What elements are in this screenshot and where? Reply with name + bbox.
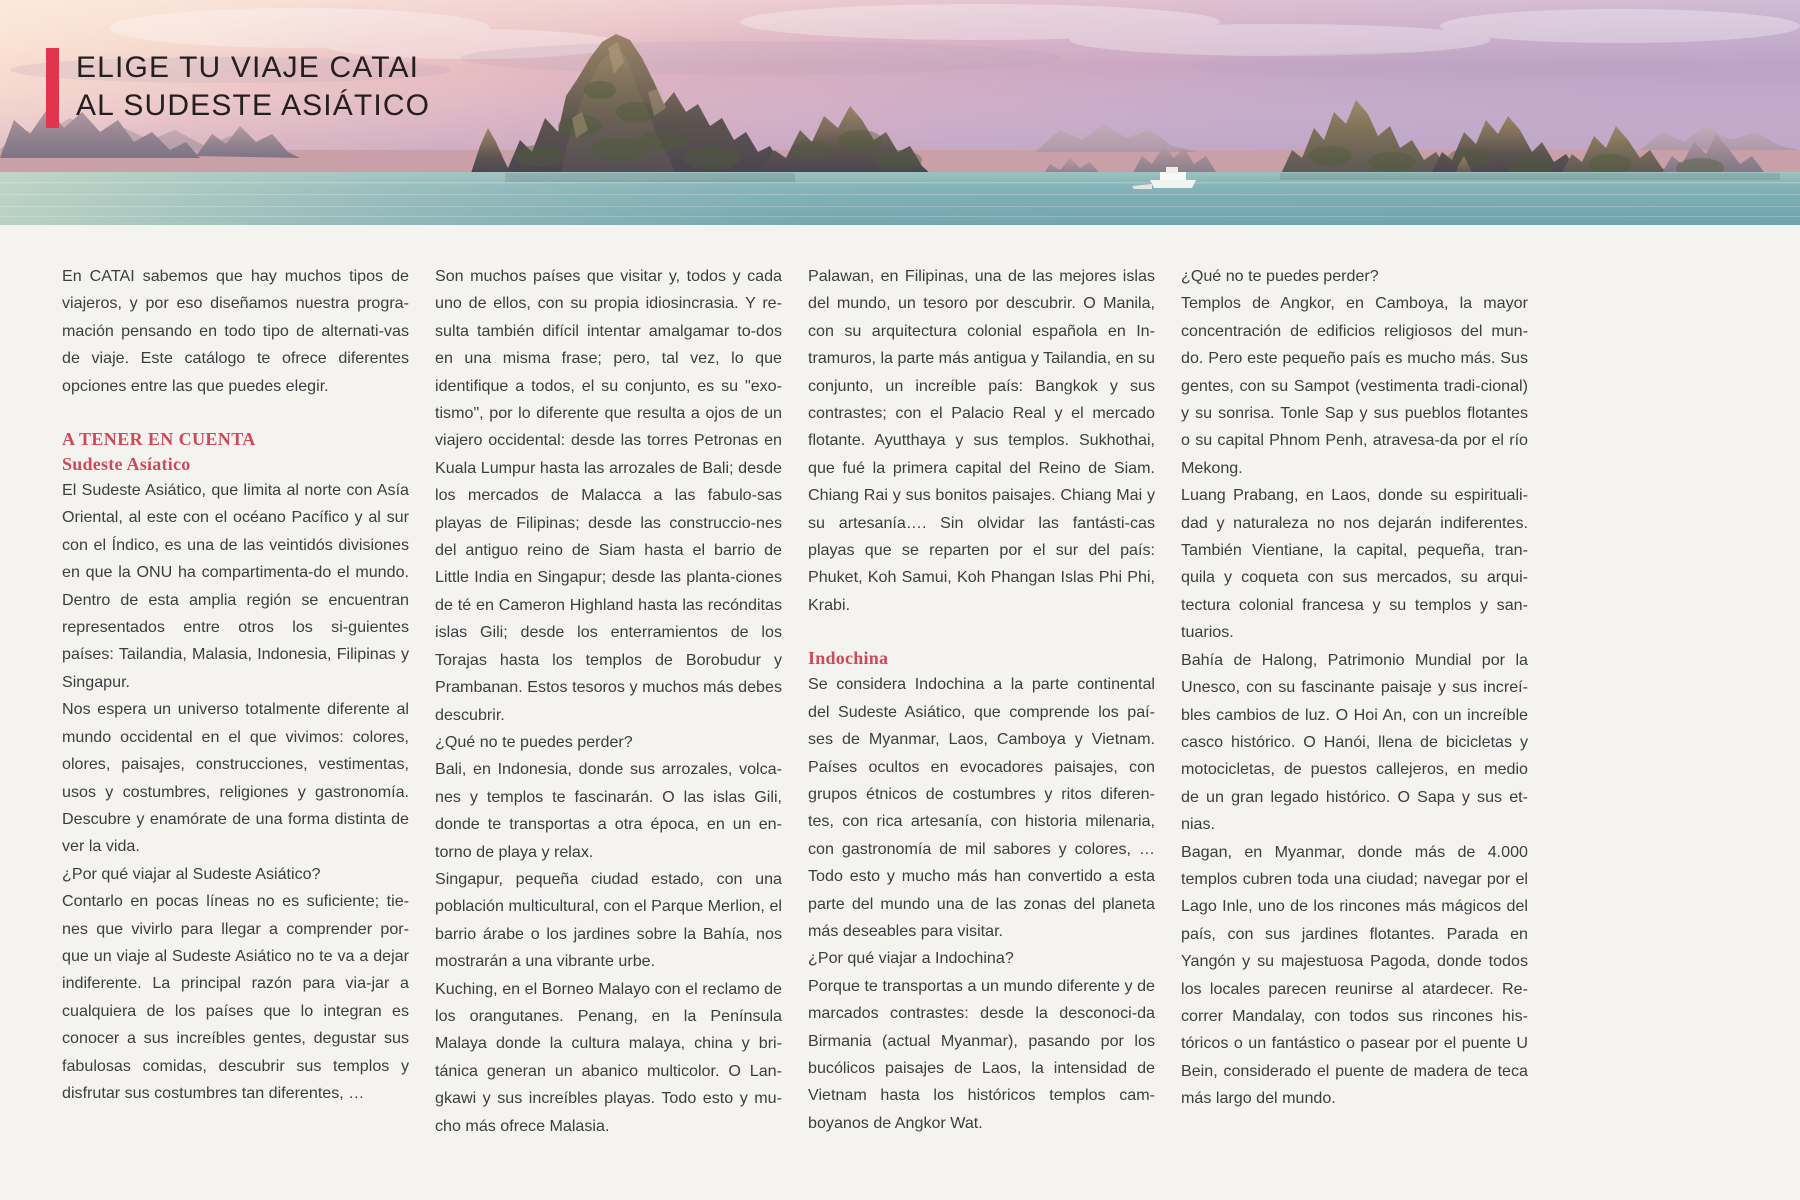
paragraph: Nos espera un universo totalmente diferente al mundo occidental en el que vivimos: colores, olores, paisajes, construcciones, vestimentas, usos y costumbres, religiones y gastronomía. Descubre y enamórate de una forma distinta de ver la vida. [62, 700, 409, 856]
article-body [0, 225, 1800, 1200]
hero-title-line-2: AL SUDESTE ASIÁTICO [76, 88, 431, 122]
spacer [62, 400, 409, 427]
paragraph: Bali, en Indonesia, donde sus arrozales, volca-nes y templos te fascinarán. O las islas Gili, donde te transportas a otra época, en un en-torno de playa y relax. [435, 760, 782, 861]
column-3 [808, 263, 1155, 1137]
accent-bar [46, 48, 59, 128]
column-4 [1181, 263, 1528, 1113]
paragraph-question: ¿Qué no te puedes perder? [435, 732, 633, 751]
paragraph: Kuching, en el Borneo Malayo con el reclamo de los orangutanes. Penang, en la Península Malaya donde la cultura malaya, china y bri-tánica generan un abanico multicolor. O Lan-gkawi y sus increíbles playas. Todo esto y mu-cho más ofrece Malasia. [435, 979, 782, 1135]
paragraph-question: ¿Por qué viajar al Sudeste Asiático? [62, 864, 321, 883]
paragraph: Bagan, en Myanmar, donde más de 4.000 templos cubren toda una ciudad; navegar por el Lago Inle, uno de los rincones más mágicos del país, con sus jardines flotantes. Parada en Yangón y su majestuosa Pagoda, donde todos los locales parecen reunirse al atardecer. Re-correr Mandalay, con todos sus rincones his-tóricos o un fantástico o pasear por el puente U Bein, considerado el puente de madera de teca más largo del mundo. [1181, 842, 1528, 1108]
spacer [808, 619, 1155, 646]
heading-sudeste-asiatico: Sudeste Asíatico [62, 454, 191, 475]
column-2 [435, 263, 782, 1140]
hero-title-lines [76, 48, 430, 128]
paragraph-question: ¿Por qué viajar a Indochina? [808, 949, 1014, 968]
paragraph: En CATAI sabemos que hay muchos tipos de viajeros, y por eso diseñamos nuestra progra-mación pensando en todo tipo de alternati-vas de viaje. Este catálogo te ofrece diferentes opciones entre las que puedes elegir. [62, 267, 409, 395]
paragraph: Bahía de Halong, Patrimonio Mundial por la Unesco, con su fascinante paisaje y sus increí-bles cambios de luz. O Hoi An, con un increíble casco histórico. O Hanói, llena de bicicletas y motocicletas, de puestos callejeros, en medio de un gran legado histórico. O Sapa y sus et-nias. [1181, 650, 1528, 834]
column-1 [62, 263, 409, 1107]
text-columns [62, 263, 1740, 1140]
paragraph: Singapur, pequeña ciudad estado, con una población multicultural, con el Parque Merlion, el barrio árabe o los jardines sobre la Bahía, nos mostrarán a una vibrante urbe. [435, 869, 782, 971]
paragraph: Porque te transportas a un mundo diferente y de marcados contrastes: desde la desconoci-da Birmania (actual Myanmar), pasando por los bucólicos paisajes de Laos, la intensidad de Vietnam hasta los históricos templos cam-boyanos de Angkor Wat. [808, 976, 1155, 1132]
paragraph-question: ¿Qué no te puedes perder? [1181, 267, 1379, 285]
paragraph: Templos de Angkor, en Camboya, la mayor concentración de edificios religiosos del mun-do. Pero este pequeño país es mucho más. Sus gentes, con su Sampot (vestimenta tradi-cional) y su sonrisa. Tonle Sap y sus pueblos flotantes o su capital Phnom Penh, atravesa-da por el río Mekong. [1181, 294, 1528, 477]
hero-title-line-1: ELIGE TU VIAJE CATAI [76, 51, 420, 84]
paragraph: Contarlo en pocas líneas no es suficiente; tie-nes que vivirlo para llegar a comprender por-que un viaje al Sudeste Asiático no te va a dejar indiferente. La principal razón para via-jar a cualquiera de los países que lo integran es conocer a sus increíbles gentes, degustar sus fabulosas comidas, descubrir sus templos y disfrutar sus costumbres tan diferentes, … [62, 892, 409, 1102]
heading-a-tener-en-cuenta: A TENER EN CUENTA [62, 429, 256, 450]
paragraph: El Sudeste Asiático, que limita al norte con Asía Oriental, al este con el océano Pacífico y al sur con el Índico, es una de las veintidós divisiones en que la ONU ha compartimenta-do el mundo. Dentro de esta amplia región se encuentran representados entre otros los si-guientes países: Tailandia, Malasia, Indonesia, Filipinas y Singapur. [62, 481, 409, 691]
paragraph: Se considera Indochina a la parte continental del Sudeste Asiático, que comprende los paí-ses de Myanmar, Laos, Camboya y Vietnam. Países ocultos en evocadores paisajes, con grupos étnicos de costumbres y ritos diferen-tes, con rica artesanía, con historia milenaria, con gastronomía de mil sabores y colores, … Todo esto y mucho más han convertido a esta parte del mundo una de las zonas del planeta más deseables para visitar. [808, 675, 1155, 940]
hero-banner [0, 0, 1800, 225]
paragraph: Luang Prabang, en Laos, donde su espirituali-dad y naturaleza no nos dejarán indiferentes. También Vientiane, la capital, pequeña, tran-quila y coqueta con sus mercados, su arqui-tectura colonial francesa y su templos y san-tuarios. [1181, 486, 1528, 642]
paragraph: Palawan, en Filipinas, una de las mejores islas del mundo, un tesoro por descubrir. O Manila, con su arquitectura colonial española en In-tramuros, la parte más antigua y Tailandia, en su conjunto, un increíble país: Bangkok y sus contrastes; con el Palacio Real y el mercado flotante. Ayutthaya y sus templos. Sukhothai, que fué la primera capital del Reino de Siam. Chiang Rai y sus bonitos paisajes. Chiang Mai y su artesanía…. Sin olvidar las fantásti-cas playas que se reparten por el sur del país: Phuket, Koh Samui, Koh Phangan Islas Phi Phi, Krabi. [808, 267, 1155, 614]
paragraph: Son muchos países que visitar y, todos y cada uno de ellos, con su propia idiosincrasia. Y re-sulta también difícil intentar amalgamar to-dos en una misma frase; pero, tal vez, lo que identifique a todos, el su conjunto, es su "exo-tismo", por lo diferente que resulta a ojos de un viajero occidental: desde las torres Petronas en Kuala Lumpur hasta las arrozales de Bali; desde los mercados de Malacca a las fabulo-sas playas de Filipinas; desde las construccio-nes del antiguo reino de Siam hasta el barrio de Little India en Singapur; desde las planta-ciones de té en Cameron Highland hasta las recónditas islas Gili; desde los enterramientos de los Torajas hasta los templos de Borobudur y Prambanan. Estos tesoros y muchos más debes descubrir. [435, 267, 782, 724]
hero-title-block [46, 48, 430, 128]
heading-indochina: Indochina [808, 648, 889, 669]
